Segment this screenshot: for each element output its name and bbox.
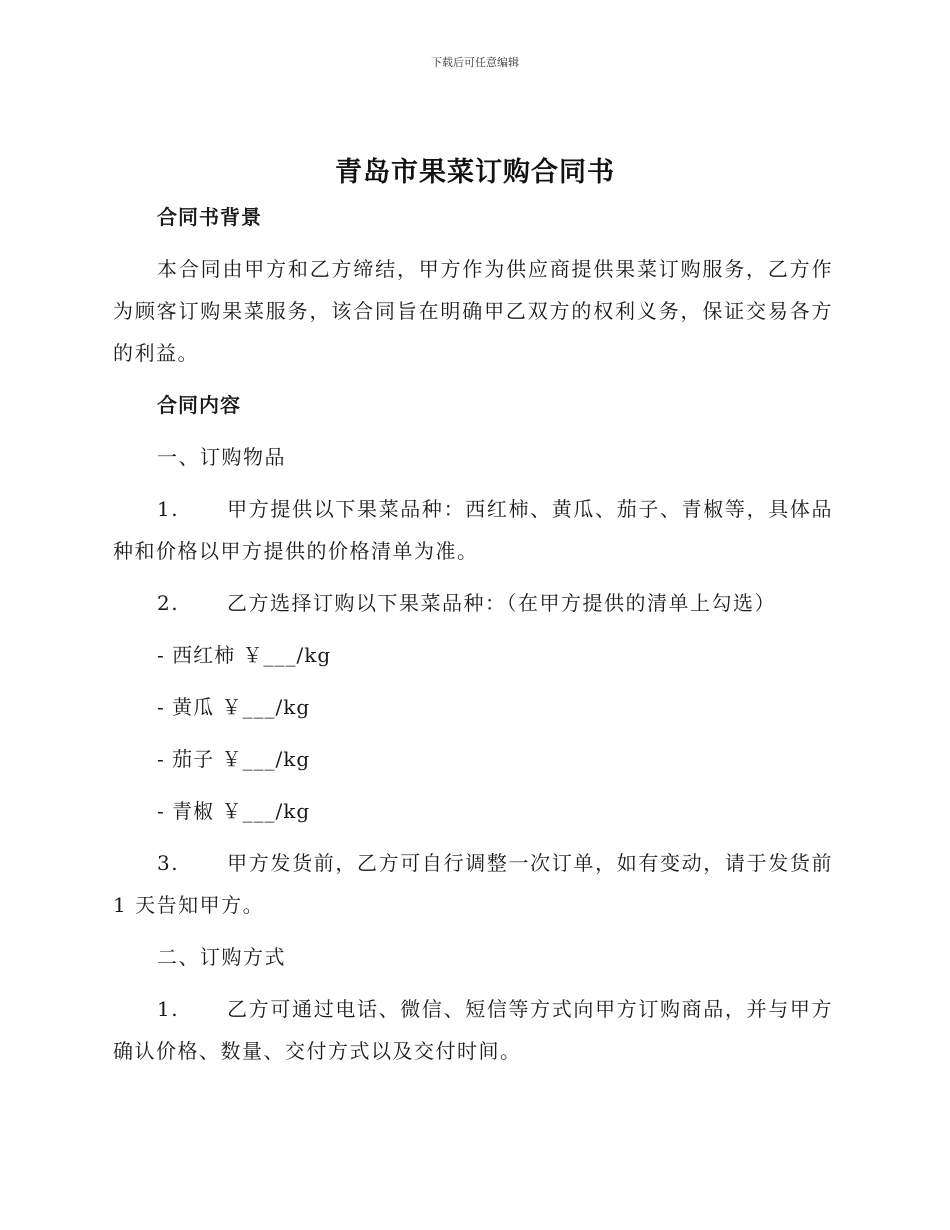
option-green-pepper: - 青椒 ￥___/kg: [157, 799, 311, 823]
item-number: 1.: [157, 497, 180, 521]
item-text: 乙方可通过电话、微信、短信等方式向甲方订购商品，并与甲方确认价格、数量、交付方式以及交付时间。: [113, 997, 833, 1063]
section-1-title: 一、订购物品: [157, 445, 286, 469]
document-body: [113, 196, 833, 1082]
document-title: 青岛市果菜订购合同书: [335, 157, 615, 188]
section-2-title: 二、订购方式: [157, 945, 286, 969]
option-tomato: - 西红柿 ￥___/kg: [157, 643, 332, 667]
background-paragraph: 本合同由甲方和乙方缔结，甲方作为供应商提供果菜订购服务，乙方作为顾客订购果菜服务，该合同旨在明确甲乙双方的权利义务，保证交易各方的利益。: [113, 257, 833, 365]
item-number: 1.: [157, 997, 180, 1021]
item-number: 3.: [157, 851, 180, 875]
option-cucumber: - 黄瓜 ￥___/kg: [157, 695, 311, 719]
order-item-2: [113, 582, 833, 624]
item-text: 甲方发货前，乙方可自行调整一次订单，如有变动，请于发货前 1 天告知甲方。: [113, 851, 833, 917]
order-item-1: [113, 488, 833, 572]
order-method-item-1: [113, 988, 833, 1072]
header-note: 下载后可任意编辑: [431, 56, 519, 69]
content-heading: 合同内容: [157, 393, 241, 417]
background-heading: 合同书背景: [157, 205, 262, 229]
item-text: 甲方提供以下果菜品种：西红柿、黄瓜、茄子、青椒等，具体品种和价格以甲方提供的价格清单为准。: [113, 497, 833, 563]
option-eggplant: - 茄子 ￥___/kg: [157, 747, 311, 771]
order-item-3: [113, 842, 833, 926]
item-text: 乙方选择订购以下果菜品种：（在甲方提供的清单上勾选）: [227, 591, 776, 615]
item-number: 2.: [157, 591, 180, 615]
